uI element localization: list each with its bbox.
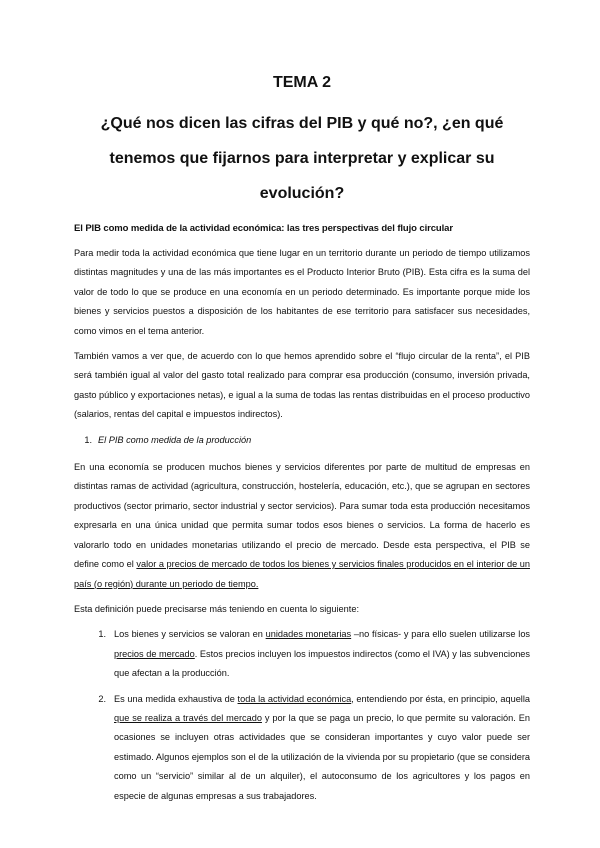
paragraph-flujo-circular: También vamos a ver que, de acuerdo con lo que hemos aprendido sobre el “flujo circular de la renta”, el PIB será también igual al valor del gasto total realizado para comprar esa producción (consumo, inversión privada, gasto público y exportaciones netas), e igual a la suma de todas las rentas distribuidas en el proceso productivo (salarios, rentas del capital e impuestos indirectos). bbox=[74, 351, 530, 420]
underlined-term: toda la actividad económica bbox=[237, 693, 352, 704]
chapter-number: TEMA 2 bbox=[272, 74, 332, 91]
list-item-text-part: y por la que se paga un precio, lo que permite su valoración. En ocasiones se incluyen otras actividades que se consideran importantes y cuyo valor puede ser estimado. Algunos ejemplos son el de la utilización de la vivienda por su propietario (que se considera como un “servicio” similar al de un alquiler), el autoconsumo de los agricultores y los pagos en especie de algunas empresas a sus trabajadores. bbox=[114, 712, 531, 801]
underlined-term: que se realiza a través del mercado bbox=[114, 712, 262, 723]
chapter-title-line-1: ¿Qué nos dicen las cifras del PIB y qué no?, ¿en qué bbox=[100, 115, 504, 132]
subsection-title: El PIB como medida de la producción bbox=[98, 434, 252, 445]
chapter-title-line-3: evolución? bbox=[259, 185, 345, 202]
paragraph-precisar: Esta definición puede precisarse más teniendo en cuenta lo siguiente: bbox=[74, 603, 359, 614]
list-item-text bbox=[114, 690, 530, 806]
list-item-number: 2. bbox=[98, 693, 106, 704]
list-item-number: 1. bbox=[98, 629, 106, 640]
document-page bbox=[74, 74, 530, 812]
list-item bbox=[74, 625, 530, 683]
paragraph-produccion-text: En una economía se producen muchos bienes y servicios diferentes por parte de multitud de empresas en distintas ramas de actividad (agricultura, construcción, hostelería, educación, etc.), que se agrupan en sectores productivos (sector primario, sector industrial y sector servicios). Para sumar toda esta producción necesitamos expresarla en una única unidad que permita sumar todos esos bienes o servicios. La forma de hacerlo es valorarlo todo en unidades monetarias utilizando el precio de mercado. Desde esta perspectiva, el PIB se define como el bbox=[74, 462, 530, 570]
pib-definition: valor a precios de mercado de todos los bienes y servicios finales producidos en el interior de un país (o región) durante un periodo de tiempo. bbox=[74, 559, 530, 589]
list-item-text-part: , entendiendo por ésta, en principio, aquella bbox=[351, 693, 531, 704]
list-item-text-part: . Estos precios incluyen los impuestos indirectos (como el IVA) y las subvenciones que afectan a la producción. bbox=[114, 648, 531, 679]
chapter-title-line-2: tenemos que fijarnos para interpretar y explicar su bbox=[109, 150, 495, 167]
paragraph-intro: Para medir toda la actividad económica que tiene lugar en un territorio durante un periodo de tiempo utilizamos distintas magnitudes y una de las más importantes es el Producto Interior Bruto (PIB). Esta cifra es la suma del valor de todo lo que se produce en una economía en un periodo determinado. Es importante porque mide los bienes y servicios puestos a disposición de los habitantes de ese territorio para satisfacer sus necesidades, como vimos en el tema anterior. bbox=[74, 248, 530, 336]
list-item-text-part: Es una medida exhaustiva de bbox=[114, 693, 238, 704]
list-item-text bbox=[114, 625, 530, 683]
list-item bbox=[74, 690, 530, 806]
numbered-list bbox=[74, 625, 530, 806]
underlined-term: precios de mercado bbox=[114, 648, 195, 659]
subsection-number: 1. bbox=[84, 434, 92, 445]
paragraph-produccion bbox=[74, 458, 530, 594]
section-heading: El PIB como medida de la actividad económica: las tres perspectivas del flujo circular bbox=[74, 223, 453, 234]
list-item-text-part: Los bienes y servicios se valoran en bbox=[114, 629, 266, 640]
subsection-heading bbox=[74, 431, 530, 450]
underlined-term: unidades monetarias bbox=[265, 629, 352, 640]
list-item-text-part: –no físicas- y para ello suelen utilizarse los bbox=[351, 629, 531, 640]
